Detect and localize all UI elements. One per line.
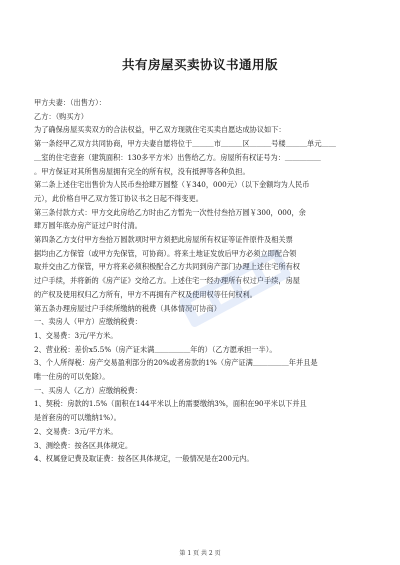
article-4-line-4: 过户手续，并将新的《房产证》交给乙方。上述住宅一经办理所有权过户手续，房屋 [34, 276, 300, 286]
article-4-line-1: 第四条乙方支付甲方叁拾万圆款项时甲方须把此房屋所有权证等证件原件及相关票 [34, 235, 293, 245]
article-4-line-5: 的产权及使用权归乙方所有，甲方不再拥有产权及使用权等任何权利。 [34, 289, 257, 299]
page-footer: 第 1 页 共 2 页 [179, 550, 221, 557]
party-b-line: 乙方：（购买方） [34, 111, 88, 121]
buyer-tax-1-line-1: 1、契税：房款的1.5%（面积在144平米以上的需要缴纳3%，面积在90平米以下并且 [34, 399, 307, 409]
seller-tax-2: 2、营业税：差价x5.5%（房产证未满＿＿＿＿＿年的）（乙方愿承担一半）。 [34, 344, 277, 354]
preamble: 为了确保房屋买卖双方的合法权益，甲乙双方现就住宅买卖自愿达成协议如下： [34, 125, 286, 135]
article-4-line-2: 据均由乙方保管（或甲方先保管，可协商）。将来土地证发放后甲方必须立即配合领 [34, 248, 297, 258]
seller-tax-3-line-2: 唯一住房的可以免除）。 [34, 372, 110, 382]
article-1-line-3: 。甲方保证对其所售房屋拥有完全的所有权，没有抵押等各种负担。 [34, 166, 250, 176]
document-title: 共有房屋买卖协议书通用版 [121, 57, 278, 72]
seller-tax-3-line-1: 3、个人所得税：房产交易盈利部分的20%或者房款的1%（房产证满＿＿＿＿＿年并且是 [34, 358, 318, 368]
article-3-line-2: 肆万圆年底办房产证过户时付清。 [34, 221, 142, 231]
buyer-taxes-heading: 一、买房人（乙方）应缴纳税费： [34, 385, 142, 395]
article-4-line-3: 取并交由乙方保管，甲方将来必须积极配合乙方共同到房产部门办理上述住宅所有权 [34, 262, 300, 272]
article-3-line-1: 第三条付款方式：甲方交此房给乙方时由乙方暂先一次性付叁拾万圆￥300，000，余 [34, 207, 306, 217]
buyer-tax-3: 3、测绘费：按各区具体规定。 [34, 440, 133, 450]
article-1-line-1: 第一条经甲乙双方共同协商，甲方夫妻自愿将位于＿＿＿市＿＿＿区＿＿＿号楼＿＿＿单元＿＿ [34, 139, 336, 149]
seller-tax-1: 1、交易费：3元/平方米。 [34, 330, 118, 340]
buyer-tax-2: 2、交易费：3元/平方米。 [34, 426, 118, 436]
article-2-line-1: 第二条上述住宅出售价为人民币叁拾肆万圆整（￥340，000元）（以下金额均为人民币 [34, 180, 310, 190]
seller-taxes-heading: 一、卖房人（甲方）应缴纳税费： [34, 317, 142, 327]
article-2-line-2: 元），此价格自甲乙双方签订协议书之日起不得变更。 [34, 193, 203, 203]
buyer-tax-1-line-2: 是首套房的可以缴纳1%）。 [34, 413, 121, 423]
party-a-line: 甲方夫妻：（出售方）： [34, 98, 106, 107]
buyer-tax-4: 4、权属登记费及取证费：按各区具体规定，一般情况是在200元内。 [34, 454, 254, 464]
article-5-heading: 第五条办理房屋过户手续所缴纳的税费（具体情况可协商） [34, 303, 221, 313]
article-1-line-2: ＿室的住宅壹套（建筑面积：130多平方米）出售给乙方。房屋所有权证号为：＿＿＿＿＿ [34, 152, 321, 162]
